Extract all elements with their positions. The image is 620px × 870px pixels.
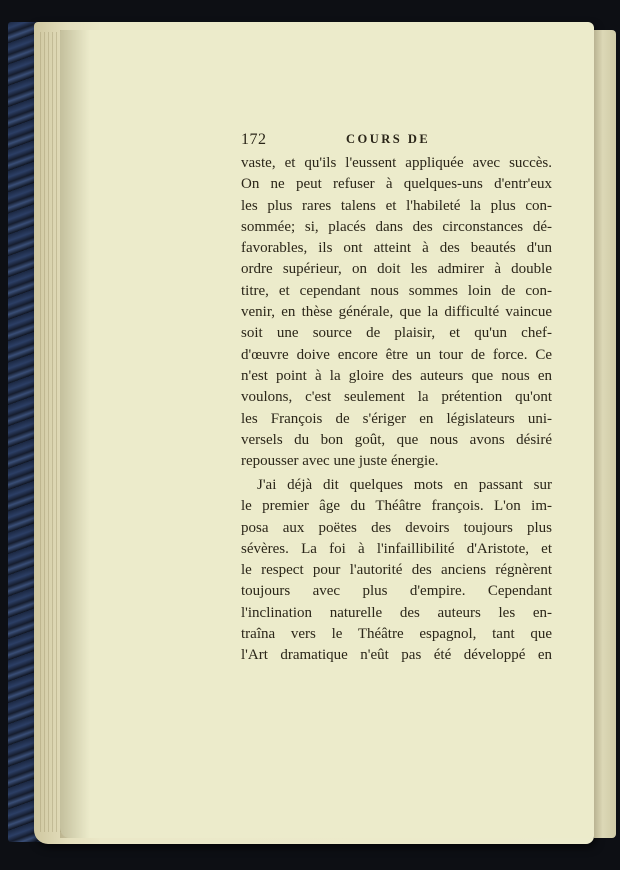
running-title: COURS DE <box>346 132 431 146</box>
text-line: le premier âge du Théâtre françois. L'on im- <box>241 498 552 515</box>
text-line: ordre supérieur, on doit les admirer à double <box>241 261 552 278</box>
text-line: titre, et cependant nous sommes loin de con- <box>241 282 552 299</box>
text-line: venir, en thèse générale, que la difficulté vaincue <box>241 304 552 321</box>
text-line: le respect pour l'autorité des anciens régnèrent <box>241 562 552 579</box>
text-line: toujours avec plus d'empire. Cependant <box>241 583 552 600</box>
text-line: favorables, ils ont atteint à des beautés d'un <box>241 240 552 257</box>
text-line: l'Art dramatique n'eût pas été développé en <box>241 647 552 664</box>
text-line: sévères. La foi à l'infaillibilité d'Aristote, et <box>241 540 552 557</box>
text-line: repousser avec une juste énergie. <box>241 453 439 470</box>
running-head <box>241 131 551 151</box>
text-line: l'inclination naturelle des auteurs les en- <box>241 604 552 621</box>
text-line: posa aux poëtes des devoirs toujours plus <box>241 519 552 536</box>
paragraph <box>241 475 552 667</box>
paragraph <box>241 153 552 472</box>
text-line: les plus rares talens et l'habileté la plus con- <box>241 197 552 214</box>
text-line: vaste, et qu'ils l'eussent appliquée avec succès. <box>241 155 552 171</box>
text-line: traîna vers le Théâtre espagnol, tant que <box>241 626 552 643</box>
text-line: On ne peut refuser à quelques-uns d'entr'eux <box>241 176 552 193</box>
page-number: 172 <box>241 131 267 148</box>
text-line: d'œuvre doive encore être un tour de force. Ce <box>241 346 552 363</box>
text-line: versels du bon goût, que nous avons désiré <box>241 431 552 448</box>
text-line: J'ai déjà dit quelques mots en passant sur <box>257 477 552 493</box>
text-line: sommée; si, placés dans des circonstances dé- <box>241 218 552 235</box>
text-line: soit une source de plaisir, et qu'un chef- <box>241 325 552 342</box>
text-line: n'est point à la gloire des auteurs que nous en <box>241 367 552 384</box>
facing-page-edge <box>594 30 616 838</box>
text-line: voulons, c'est seulement la prétention qu'ont <box>241 389 552 406</box>
text-line: les François de s'ériger en législateurs uni- <box>241 410 552 427</box>
gutter-shadow <box>60 30 90 838</box>
